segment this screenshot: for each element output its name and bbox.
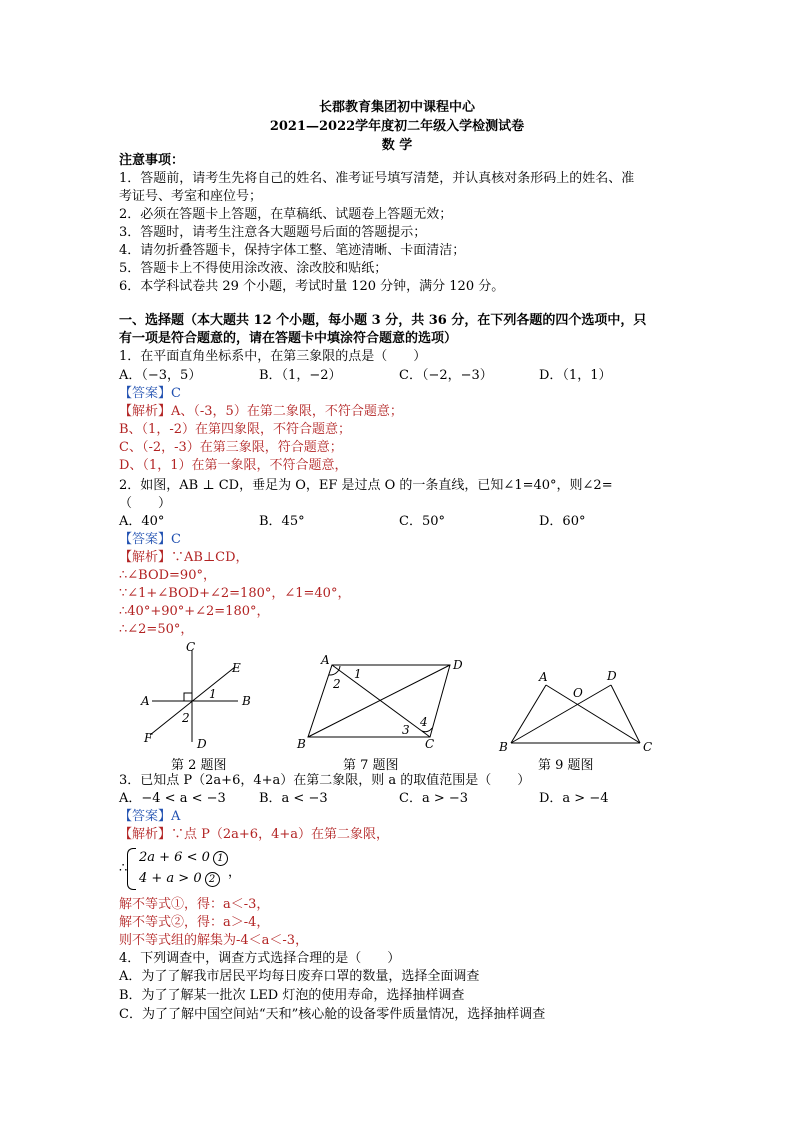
q3-system-tail: ，: [228, 865, 242, 880]
note-line: 2．必须在答题卡上答题，在草稿纸、试题卷上答题无效；: [119, 207, 453, 222]
q1-option-c: C．（−2，−3）: [399, 368, 493, 383]
org-title: 长郡教育集团初中课程中心: [318, 100, 475, 115]
q3-therefore: ∴: [119, 861, 128, 876]
fig7-label-c: C: [425, 737, 435, 751]
q3-analysis-head: 【解析】∵点 P（2a+6，4+a）在第二象限，: [119, 827, 389, 842]
q2-answer: 【答案】C: [119, 532, 181, 547]
fig7-label-1: 1: [354, 667, 362, 681]
note-line: 3．答题时，请考生注意各大题题号后面的答题提示；: [119, 225, 427, 240]
fig2-label-1: 1: [209, 687, 217, 701]
fig9-label-b: B: [499, 740, 508, 754]
q1-answer: 【答案】C: [119, 386, 181, 401]
subject-title: 数 学: [381, 138, 413, 153]
fig2-label-d: D: [197, 737, 207, 751]
q2-analysis: ∴∠2=50°，: [119, 622, 194, 637]
note-line: 考证号、考室和座位号；: [119, 189, 263, 204]
q1-analysis: 【解析】A、（-3，5）在第二象限，不符合题意；: [119, 404, 403, 419]
q2-analysis: 【解析】∵AB⊥CD，: [119, 550, 249, 565]
fig2-caption: 第 2 题图: [171, 758, 227, 773]
q3-analysis: 解不等式①，得：a＜-3，: [119, 897, 270, 912]
note-line: 1．答题前，请考生先将自己的姓名、准考证号填写清楚，并认真核对条形码上的姓名、准: [119, 171, 635, 186]
q1-option-a: A．（−3，5）: [119, 368, 202, 383]
notes-title: 注意事项：: [119, 153, 185, 168]
exam-title: 2021—2022学年度初二年级入学检测试卷: [269, 119, 525, 134]
q3-stem: 3．已知点 P（2a+6，4+a）在第二象限，则 a 的取值范围是（ ）: [119, 773, 531, 788]
fig2-label-c: C: [186, 640, 196, 654]
note-line: 5．答题卡上不得使用涂改液、涂改胶和贴纸；: [119, 261, 388, 276]
fig9-label-o: O: [573, 686, 583, 700]
q2-stem: 2．如图，AB ⊥ CD，垂足为 O，EF 是过点 O 的一条直线，已知∠1=40°，则∠2=: [119, 478, 613, 493]
q3-system-1-num: 1: [213, 851, 228, 866]
q4-option-c: C．为了了解中国空间站“天和”核心舱的设备零件质量情况，选择抽样调查: [119, 1007, 546, 1022]
fig7-label-b: B: [297, 737, 306, 751]
fig9-label-c: C: [643, 740, 653, 754]
q2-option-b: B．45°: [259, 514, 305, 529]
fig2-label-f: F: [144, 731, 153, 745]
q2-analysis: ∴∠BOD=90°，: [119, 568, 216, 583]
fig7-label-d: D: [453, 658, 463, 672]
fig2-label-b: B: [242, 694, 251, 708]
q3-option-c: C．a > −3: [399, 791, 469, 806]
fig7-label-3: 3: [402, 723, 410, 737]
q3-system-1-expr: 2a + 6 < 0: [139, 850, 210, 865]
fig2-label-e: E: [232, 661, 241, 675]
fig9-caption: 第 9 题图: [538, 758, 594, 773]
q3-system-2-num: 2: [205, 872, 220, 887]
q3-system-2: [139, 870, 220, 888]
q1-stem: 1．在平面直角坐标系中，在第三象限的点是（ ）: [119, 349, 427, 364]
fig7-caption: 第 7 题图: [343, 758, 399, 773]
q3-system-brace: [127, 848, 136, 890]
q2-option-c: C．50°: [399, 514, 445, 529]
fig7-label-4: 4: [420, 715, 428, 729]
section-heading-cont: 有一项是符合题意的，请在答题卡中填涂符合题意的选项）: [119, 331, 458, 346]
q2-analysis: ∴40°+90°+∠2=180°，: [119, 604, 270, 619]
fig9-label-d: D: [607, 669, 617, 683]
figure-2: [150, 650, 238, 742]
fig7-label-a: A: [321, 653, 330, 667]
q4-option-a: A．为了了解我市居民平均每日废弃口罩的数量，选择全面调查: [119, 969, 480, 984]
q3-option-a: A．−4 < a < −3: [119, 791, 226, 806]
section-heading: 一、选择题（本大题共 12 个小题，每小题 3 分，共 36 分，在下列各题的四个选项中，只: [119, 313, 647, 328]
q1-analysis: B、（1，-2）在第四象限，不符合题意；: [119, 422, 351, 437]
q3-analysis: 则不等式组的解集为-4＜a＜-3，: [119, 933, 309, 948]
q3-system-1: [139, 849, 228, 867]
q4-option-b: B．为了了解某一批次 LED 灯泡的使用寿命，选择抽样调查: [119, 988, 465, 1003]
q1-option-b: B．（1，−2）: [259, 368, 342, 383]
fig7-label-2: 2: [333, 677, 341, 691]
q3-analysis: 解不等式②，得：a＞-4，: [119, 915, 270, 930]
q3-answer: 【答案】A: [119, 809, 181, 824]
note-line: 6．本学科试卷共 29 个小题，考试时量 120 分钟，满分 120 分。: [119, 279, 505, 294]
fig2-label-2: 2: [182, 711, 190, 725]
fig2-label-a: A: [141, 694, 150, 708]
fig9-label-a: A: [539, 670, 548, 684]
q4-stem: 4．下列调查中，调查方式选择合理的是（ ）: [119, 951, 401, 966]
note-line: 4．请勿折叠答题卡，保持字体工整、笔迹清晰、卡面清洁；: [119, 243, 466, 258]
q3-option-b: B．a < −3: [259, 791, 328, 806]
q2-stem-cont: （ ）: [119, 496, 172, 511]
q1-option-d: D．（1，1）: [539, 368, 612, 383]
q1-analysis: C、（-2，-3）在第三象限，符合题意；: [119, 440, 343, 455]
q2-option-d: D．60°: [539, 514, 586, 529]
q2-analysis: ∵∠1+∠BOD+∠2=180°，∠1=40°，: [119, 586, 351, 601]
figure-7: [308, 665, 450, 737]
q3-option-d: D．a > −4: [539, 791, 609, 806]
q3-system-2-expr: 4 + a > 0: [139, 871, 202, 886]
q2-option-a: A．40°: [119, 514, 165, 529]
q1-analysis: D、（1，1）在第一象限，不符合题意，: [119, 458, 348, 473]
